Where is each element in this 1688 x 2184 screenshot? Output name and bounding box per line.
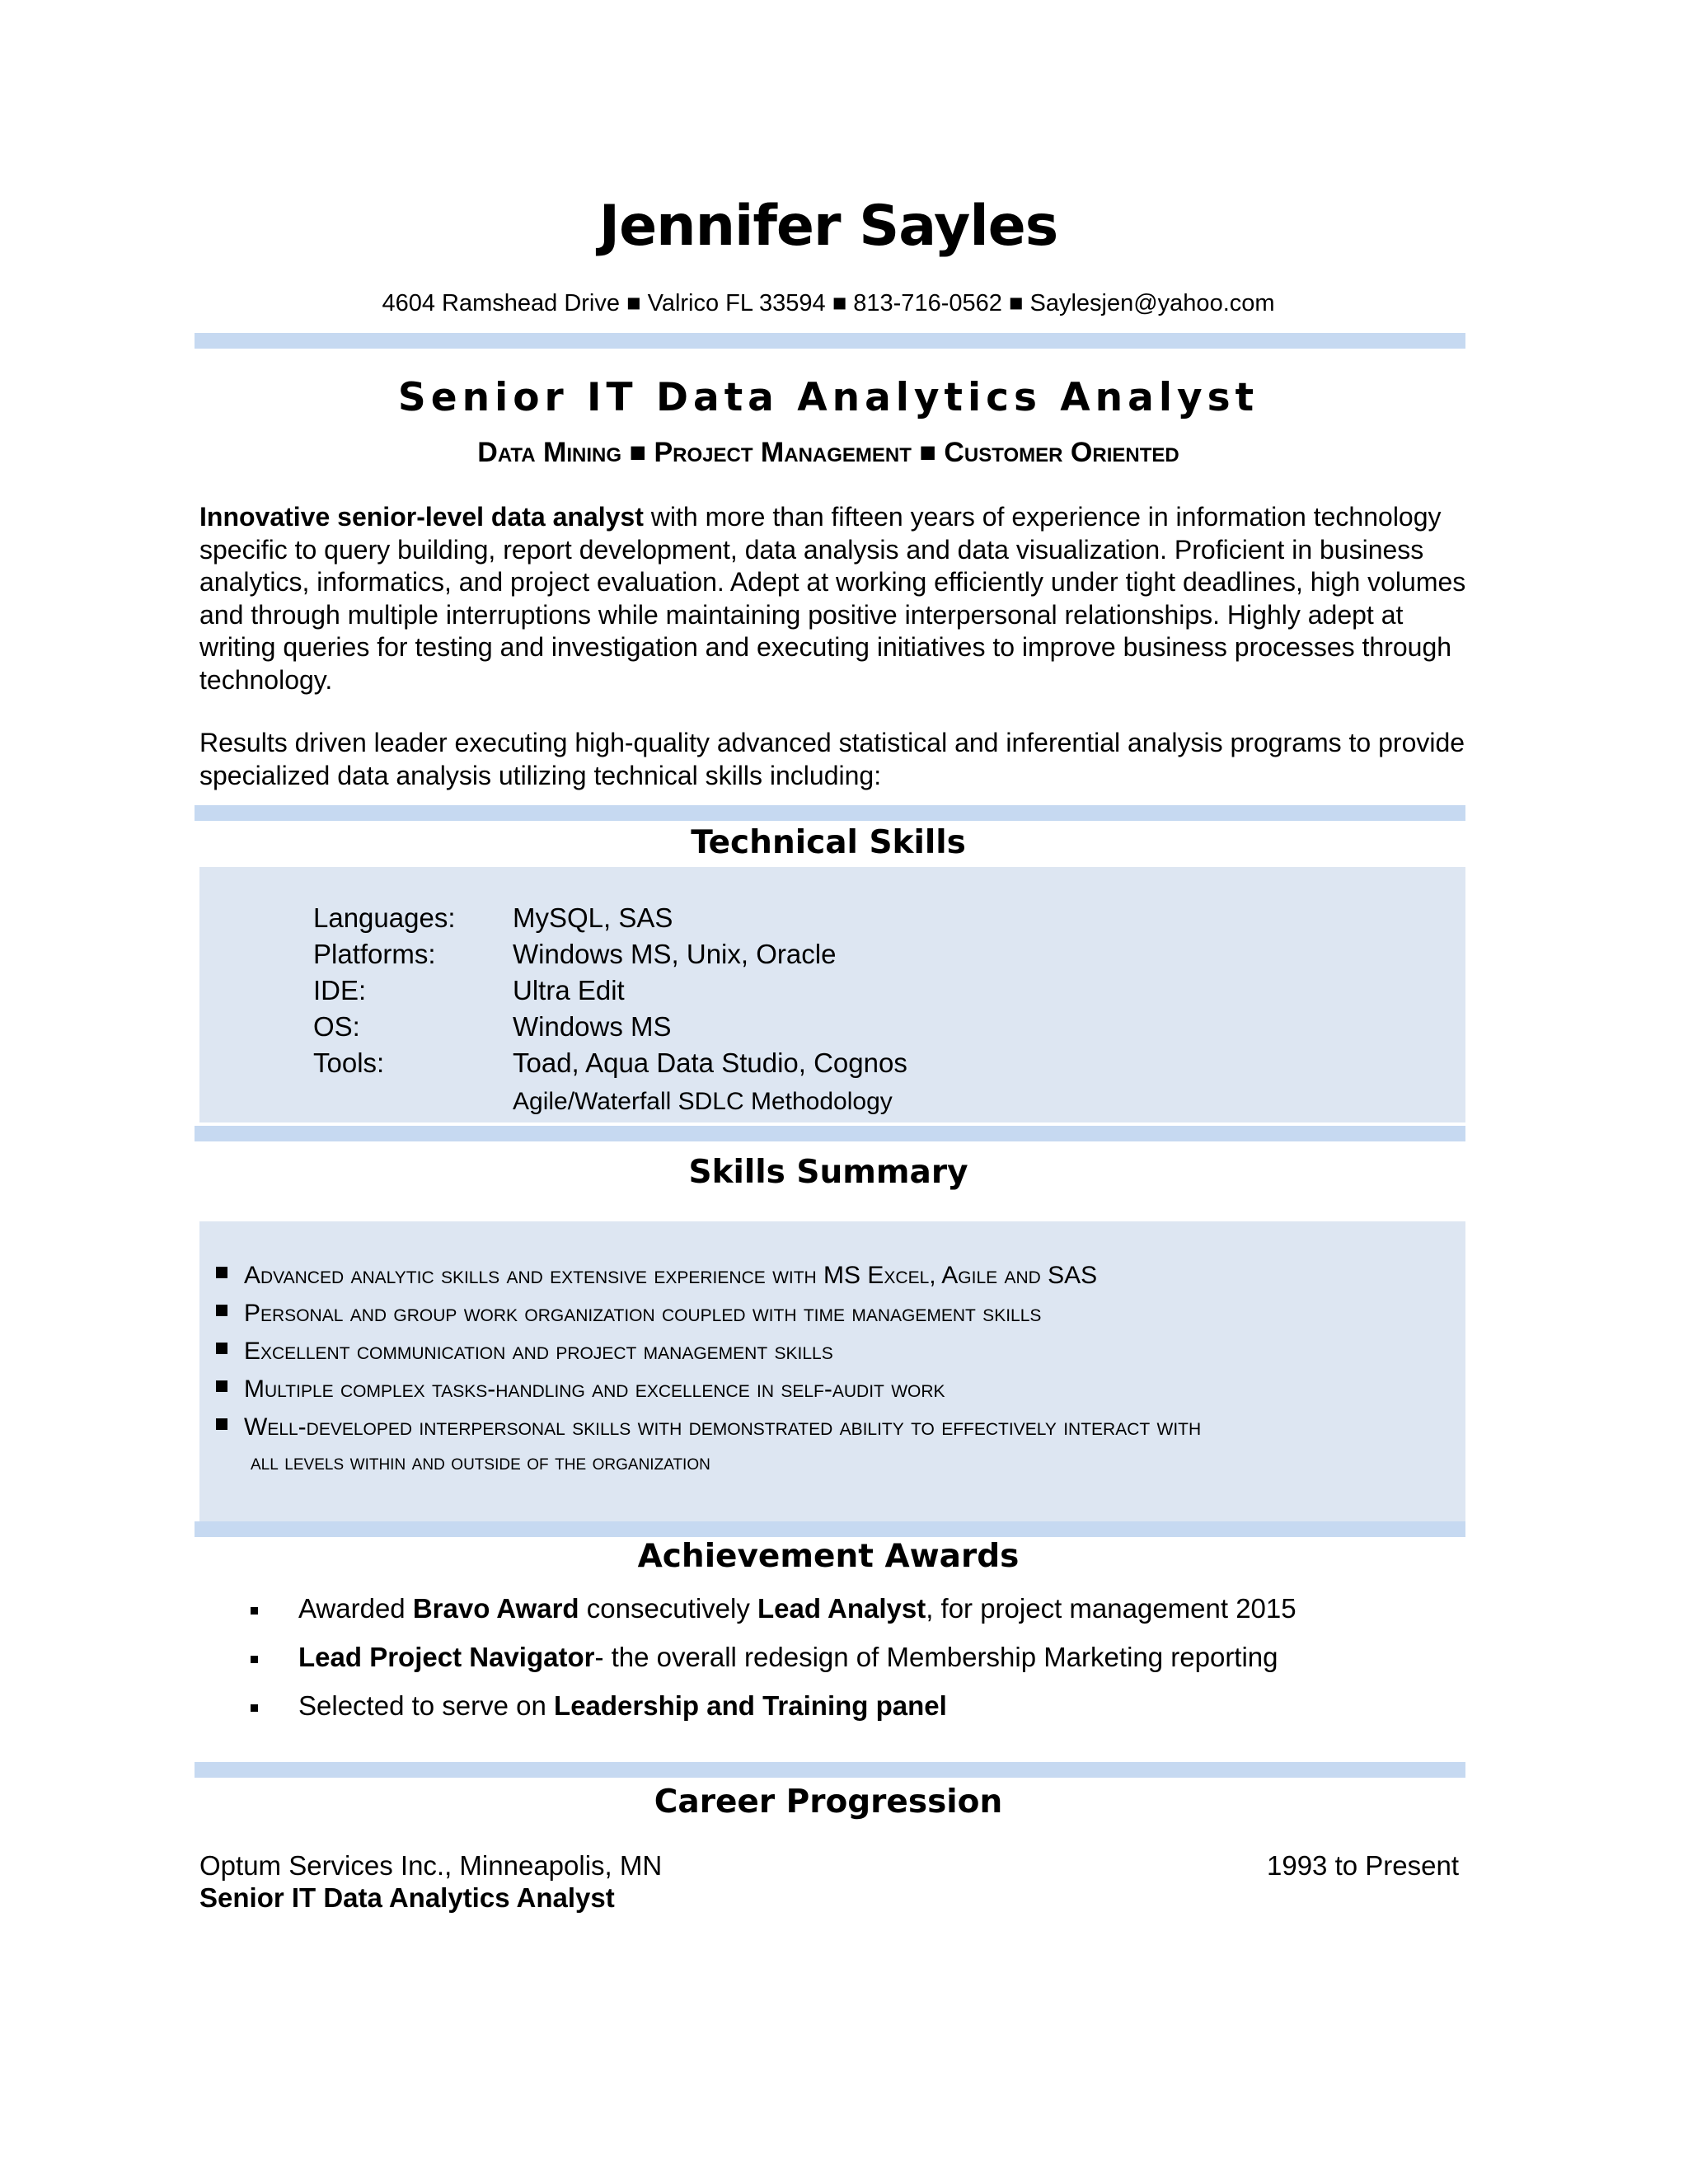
- awards-title: Achievement Awards: [637, 1538, 1020, 1575]
- skill-label: OS:: [313, 1011, 360, 1042]
- skill-value: MySQL, SAS: [513, 902, 673, 933]
- divider-bar: [195, 1762, 1465, 1778]
- summary-skill-item: Advanced analytic skills and extensive experience with MS Excel, Agile and SAS: [216, 1257, 1097, 1294]
- focus-areas: Data Mining ■ Project Management ■ Customer Oriented: [477, 437, 1179, 468]
- skill-value: Windows MS: [513, 1011, 672, 1042]
- career-title: Career Progression: [654, 1783, 1003, 1821]
- skill-value: Windows MS, Unix, Oracle: [513, 939, 837, 969]
- summary-body: with more than fifteen years of experience in information technology specific to query building, report development, data analysis and data visualization. Proficient in business analytics, informatics, and project evaluation. Adept at working efficiently under tight deadlines, high volumes and through multiple interruptions while maintaining positive interpersonal relationships. Highly adept at writing queries for testing and investigation and executing initiatives to improve business processes through technology.: [199, 502, 1466, 695]
- square-bullet-icon: [216, 1380, 227, 1392]
- technical-skills-title: Technical Skills: [691, 824, 966, 861]
- job-title: Senior IT Data Analytics Analyst: [199, 1882, 615, 1913]
- small-square-bullet-icon: [251, 1704, 258, 1712]
- summary-lead: Innovative senior-level data analyst: [199, 502, 644, 532]
- employment-dates: 1993 to Present: [1267, 1850, 1459, 1881]
- summary-paragraph-1: [199, 501, 1469, 696]
- candidate-name: Jennifer Sayles: [598, 194, 1058, 259]
- skill-methodology: Agile/Waterfall SDLC Methodology: [513, 1088, 893, 1115]
- resume-headline: Senior IT Data Analytics Analyst: [397, 375, 1259, 420]
- square-bullet-icon: [216, 1343, 227, 1354]
- divider-bar: [195, 1521, 1465, 1537]
- divider-bar: [195, 1126, 1465, 1141]
- summary-skill-item: Multiple complex tasks-handling and excellence in self-audit work: [216, 1371, 945, 1408]
- small-square-bullet-icon: [251, 1656, 258, 1663]
- square-bullet-icon: [216, 1305, 227, 1316]
- square-bullet-icon: [216, 1418, 227, 1430]
- skill-value: Ultra Edit: [513, 975, 625, 1005]
- skill-label: Tools:: [313, 1047, 385, 1078]
- summary-skill-item: Personal and group work organization coupled with time management skills: [216, 1295, 1041, 1332]
- skill-value: Toad, Aqua Data Studio, Cognos: [513, 1047, 907, 1078]
- square-bullet-icon: [216, 1267, 227, 1278]
- divider-bar: [195, 333, 1465, 349]
- skill-label: Languages:: [313, 902, 456, 933]
- skills-summary-title: Skills Summary: [688, 1154, 968, 1191]
- summary-paragraph-2: Results driven leader executing high-quality advanced statistical and inferential analysis programs to provide specialized data analysis utilizing technical skills including:: [199, 728, 1465, 790]
- small-square-bullet-icon: [251, 1607, 258, 1615]
- skill-label: IDE:: [313, 975, 367, 1005]
- summary-skill-item: Well-developed interpersonal skills with demonstrated ability to effectively interact with: [216, 1408, 1201, 1446]
- summary-skill-continuation: all levels within and outside of the organization: [251, 1450, 710, 1474]
- divider-bar: [195, 805, 1465, 821]
- summary-skill-item: Excellent communication and project management skills: [216, 1333, 833, 1370]
- employer: Optum Services Inc., Minneapolis, MN: [199, 1850, 663, 1881]
- contact-line: 4604 Ramshead Drive ■ Valrico FL 33594 ■ 813-716-0562 ■ Saylesjen@yahoo.com: [382, 290, 1275, 316]
- skill-label: Platforms:: [313, 939, 436, 969]
